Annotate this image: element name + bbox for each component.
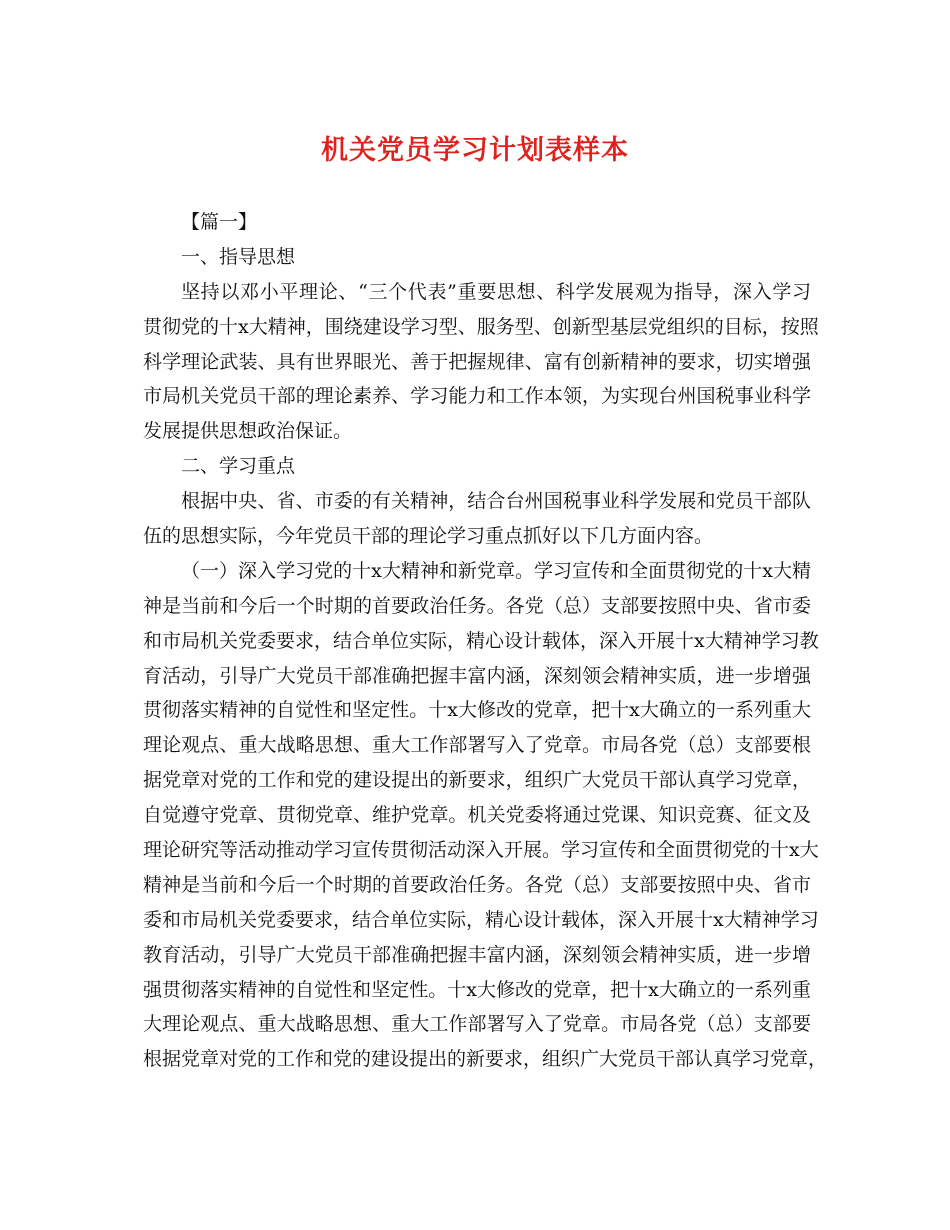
text-line: 【篇一】 xyxy=(181,211,258,233)
document-title: 机关党员学习计划表样本 xyxy=(321,135,629,166)
text-line: 和市局机关党委要求，结合单位实际，精心设计载体，深入开展十x大精神学习教 xyxy=(143,629,819,652)
text-line: 贯彻党的十x大精神，围绕建设学习型、服务型、创新型基层党组织的目标，按照 xyxy=(143,315,819,338)
document-body xyxy=(143,205,828,1077)
text-line: 发展提供思想政治保证。 xyxy=(143,420,353,443)
text-line: 神是当前和今后一个时期的首要政治任务。各党（总）支部要按照中央、省市委 xyxy=(143,594,811,617)
text-line: 根据中央、省、市委的有关精神，结合台州国税事业科学发展和党员干部队 xyxy=(181,490,811,513)
text-line: 自觉遵守党章、贯彻党章、维护党章。机关党委将通过党课、知识竞赛、征文及 xyxy=(143,804,811,827)
text-line: 科学理论武装、具有世界眼光、善于把握规律、富有创新精神的要求，切实增强 xyxy=(143,350,811,373)
text-line: 据党章对党的工作和党的建设提出的新要求，组织广大党员干部认真学习党章， xyxy=(143,769,811,792)
text-line: 大理论观点、重大战略思想、重大工作部署写入了党章。市局各党（总）支部要 xyxy=(143,1013,811,1036)
text-line: 强贯彻落实精神的自觉性和坚定性。十x大修改的党章，把十x大确立的一系列重 xyxy=(143,978,811,1001)
text-line: 精神是当前和今后一个时期的首要政治任务。各党（总）支部要按照中央、省市 xyxy=(143,873,811,896)
text-line: 教育活动，引导广大党员干部准确把握丰富内涵，深刻领会精神实质，进一步增 xyxy=(143,943,811,966)
text-line: 伍的思想实际，今年党员干部的理论学习重点抓好以下几方面内容。 xyxy=(143,525,714,548)
text-line: 理论研究等活动推动学习宣传贯彻活动深入开展。学习宣传和全面贯彻党的十x大 xyxy=(143,839,819,862)
text-line: 一、指导思想 xyxy=(181,245,296,268)
text-line: 坚持以邓小平理论、“三个代表”重要思想、科学发展观为指导，深入学习 xyxy=(181,280,811,303)
text-line: 根据党章对党的工作和党的建设提出的新要求，组织广大党员干部认真学习党章， xyxy=(143,1048,828,1071)
text-line: 委和市局机关党委要求，结合单位实际，精心设计载体，深入开展十x大精神学习 xyxy=(143,908,819,931)
text-line: 二、学习重点 xyxy=(181,455,296,478)
text-line: 市局机关党员干部的理论素养、学习能力和工作本领，为实现台州国税事业科学 xyxy=(143,385,811,408)
text-line: 贯彻落实精神的自觉性和坚定性。十x大修改的党章，把十x大确立的一系列重大 xyxy=(143,699,811,722)
text-line: 理论观点、重大战略思想、重大工作部署写入了党章。市局各党（总）支部要根 xyxy=(143,734,811,757)
text-line: （一）深入学习党的十x大精神和新党章。学习宣传和全面贯彻党的十x大精 xyxy=(181,559,811,582)
text-line: 育活动，引导广大党员干部准确把握丰富内涵，深刻领会精神实质，进一步增强 xyxy=(143,664,811,687)
